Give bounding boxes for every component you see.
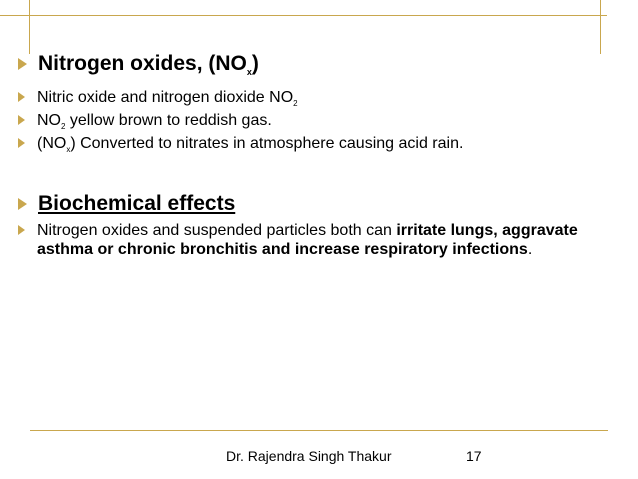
frame-right-line	[600, 0, 601, 54]
nitrogen-oxides-heading: Nitrogen oxides, $(NO_x)$	[38, 52, 259, 77]
footer-author: Dr. Rajendra Singh Thakur	[226, 448, 392, 464]
bullet-nitric-oxide	[18, 88, 298, 113]
bullet-biochemical-heading	[18, 192, 235, 216]
bullet-effects	[18, 221, 612, 259]
bullet-arrow-icon	[18, 138, 25, 148]
bullet-arrow-icon	[18, 58, 27, 70]
bullet-arrow-icon	[18, 225, 25, 235]
page-number: 17	[466, 448, 482, 464]
footer-divider-line	[30, 430, 608, 431]
effects-text: Nitrogen oxides and suspended particles both can irritate lungs, aggravate asthma or chronic bronchitis and increase respiratory infections.	[37, 222, 578, 258]
bullet-arrow-icon	[18, 115, 25, 125]
biochemical-effects-heading: Biochemical effects	[38, 192, 236, 215]
no2-color-text: $NO_2$ yellow brown to reddish gas.	[37, 112, 272, 131]
bullet-nitrates	[18, 134, 463, 159]
effects-bold-text: irritate lungs, aggravate asthma or chronic bronchitis and increase respiratory infections	[37, 222, 578, 258]
frame-left-line	[29, 0, 30, 54]
nitric-oxide-text: Nitric oxide and nitrogen dioxide $NO_2$	[37, 89, 298, 108]
bullet-arrow-icon	[18, 198, 27, 210]
nitrates-text: $(NO_x)$ Converted to nitrates in atmosphere causing acid rain.	[37, 135, 464, 154]
frame-top-line	[0, 15, 607, 16]
bullet-arrow-icon	[18, 92, 25, 102]
bullet-nitrogen-oxides-heading	[18, 52, 259, 84]
bullet-no2-color	[18, 111, 272, 136]
